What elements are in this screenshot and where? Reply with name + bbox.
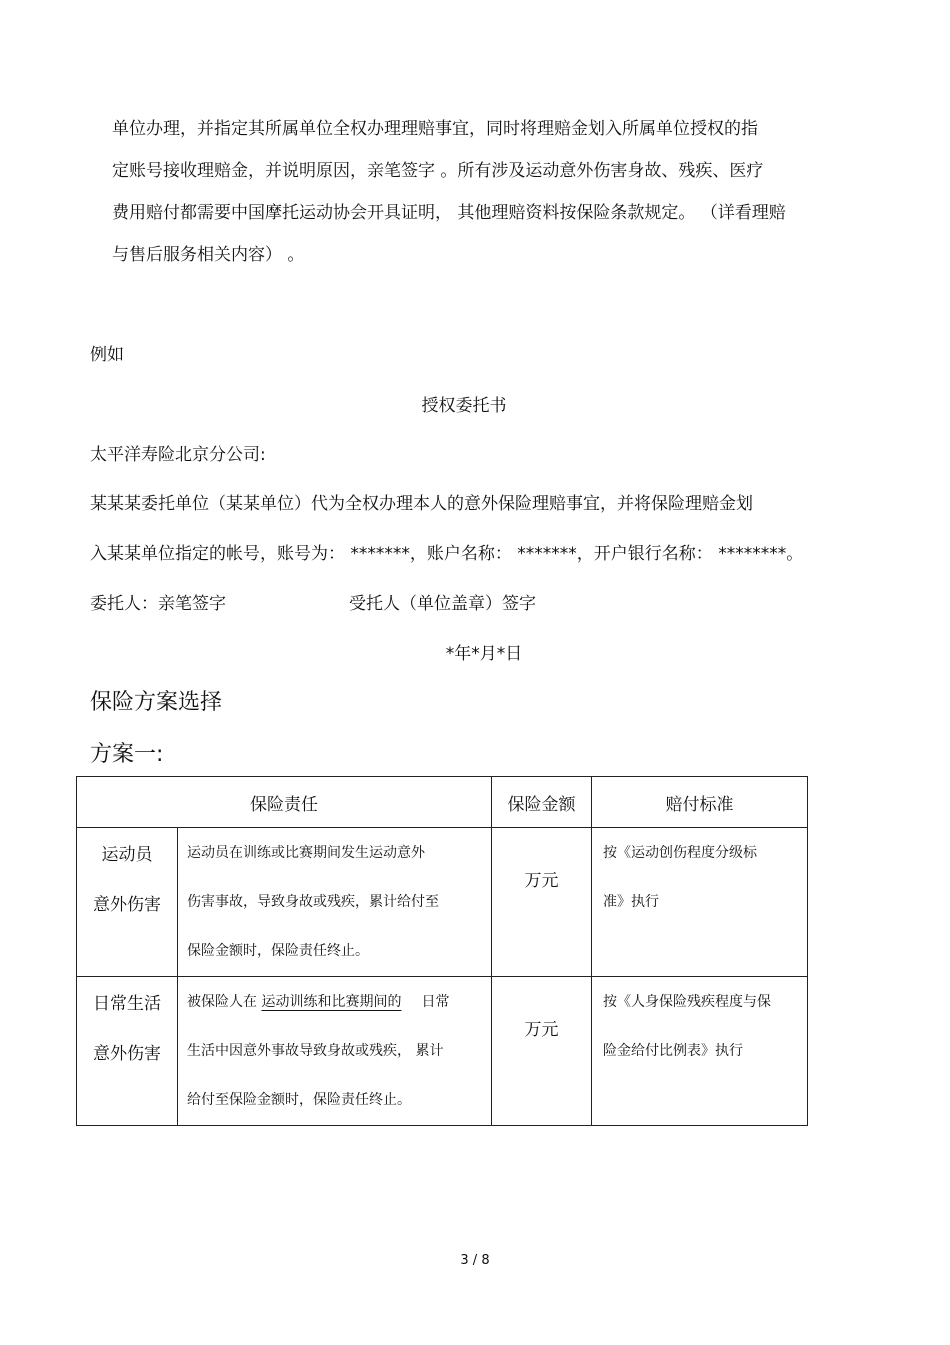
category-line-1: 日常生活 [93, 994, 161, 1014]
standard-line-2: 准》执行 [603, 894, 659, 910]
table-row [77, 977, 808, 1126]
amount-cell: 万元 [492, 977, 592, 1126]
description-line-1: 运动员在训练或比赛期间发生运动意外 [187, 845, 425, 861]
header-liability: 保险责任 [77, 777, 492, 828]
standard-cell [592, 828, 808, 977]
category-line-1: 运动员 [101, 845, 153, 865]
standard-line-1: 按《运动创伤程度分级标 [603, 845, 757, 861]
authorization-body-line-1: 某某某委托单位（某某单位）代为全权办理本人的意外保险理赔事宜，并将保险理赔金划 [90, 494, 753, 514]
table-header-row [77, 777, 808, 828]
description-cell [178, 977, 492, 1126]
category-line-2: 意外伤害 [93, 895, 161, 915]
addressee: 太平洋寿险北京分公司: [90, 445, 266, 465]
category-cell [77, 977, 178, 1126]
signer-right: 受托人（单位盖章）签字 [349, 594, 536, 614]
plan-title: 方案一: [90, 742, 164, 767]
description-line-3: 给付至保险金额时，保险责任终止。 [187, 1092, 411, 1108]
authorization-body-line-2: 入某某单位指定的帐号，账号为： *******，账户名称： *******，开户银行名称： ********。 [90, 544, 804, 564]
section-title: 保险方案选择 [90, 690, 223, 715]
description-line-3: 保险金额时，保险责任终止。 [187, 943, 369, 959]
signer-left: 委托人：亲笔签字 [90, 594, 226, 614]
description-line-2: 伤害事故，导致身故或残疾，累计给付至 [187, 894, 439, 910]
authorization-title: 授权委托书 [421, 396, 507, 416]
paragraph-line-1: 单位办理，并指定其所属单位全权办理理赔事宜，同时将理赔金划入所属单位授权的指 [112, 119, 758, 139]
header-amount: 保险金额 [492, 777, 592, 828]
description-prefix: 被保险人在 [187, 994, 262, 1010]
standard-line-1: 按《人身保险残疾程度与保 [603, 994, 771, 1010]
description-suffix: 日常 [421, 994, 450, 1010]
example-label: 例如 [90, 345, 124, 365]
standard-line-2: 险金给付比例表》执行 [603, 1043, 743, 1059]
paragraph-line-4: 与售后服务相关内容） 。 [112, 245, 305, 265]
underlined-phrase: 运动训练和比赛期间的 [261, 994, 402, 1010]
category-cell [77, 828, 178, 977]
category-line-2: 意外伤害 [93, 1044, 161, 1064]
date-line: *年*月*日 [445, 644, 523, 664]
amount-cell: 万元 [492, 828, 592, 977]
header-standard: 赔付标准 [592, 777, 808, 828]
paragraph-line-2: 定账号接收理赔金，并说明原因，亲笔签字 。所有涉及运动意外伤害身故、残疾、医疗 [112, 161, 764, 181]
standard-cell [592, 977, 808, 1126]
description-line-2: 生活中因意外事故导致身故或残疾， 累计 [187, 1043, 444, 1059]
description-line-1 [187, 978, 483, 1027]
page-number: 3 / 8 [460, 1253, 490, 1268]
plan-table [76, 776, 808, 1126]
paragraph-line-3: 费用赔付都需要中国摩托运动协会开具证明， 其他理赔资料按保险条款规定。 （详看理赔 [112, 203, 786, 223]
description-cell [178, 828, 492, 977]
table-row [77, 828, 808, 977]
